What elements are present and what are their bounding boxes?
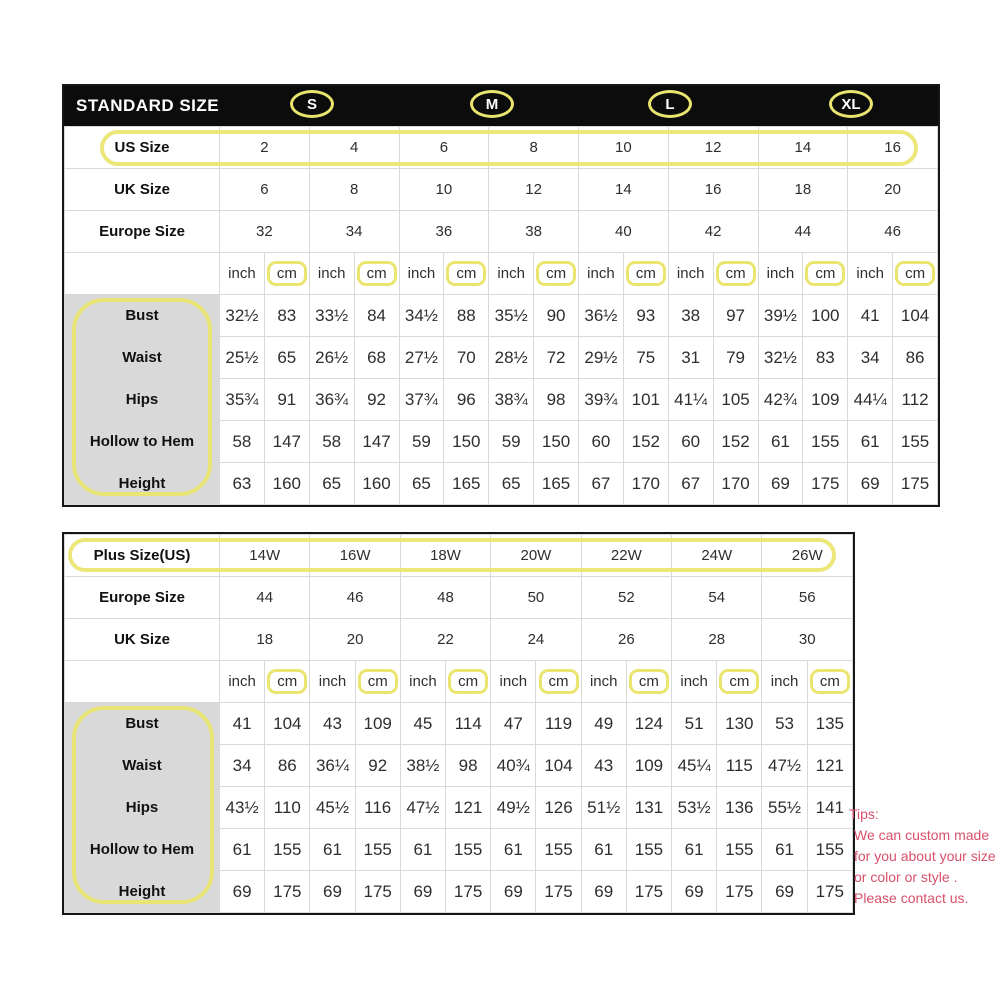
measurement-cell: 160 (264, 463, 309, 505)
size-badge-s-circle-annotation: S (290, 90, 334, 118)
measurement-cell: 126 (536, 787, 581, 829)
size-value-cell: 50 (491, 577, 581, 619)
cm-highlight-box-annotation: cm (716, 261, 756, 286)
cm-highlight-box-annotation: cm (895, 261, 935, 286)
measurement-cell: 49 (581, 703, 626, 745)
measurement-cell: 79 (713, 337, 758, 379)
measurement-cell: 43 (310, 703, 355, 745)
size-value-cell: 8 (489, 127, 579, 169)
measurement-cell: 96 (444, 379, 489, 421)
inch-unit-cell: inch (672, 661, 717, 703)
size-value-cell: 12 (668, 127, 758, 169)
measurement-cell: 42¾ (758, 379, 803, 421)
measurement-cell: 155 (626, 829, 671, 871)
cm-highlight-box-annotation: cm (448, 669, 488, 694)
inch-unit-cell: inch (848, 253, 893, 295)
inch-unit-cell: inch (399, 253, 444, 295)
measurement-row (65, 745, 853, 787)
size-value-cell: 10 (399, 169, 489, 211)
size-value-cell: 18 (220, 619, 310, 661)
header-row (65, 535, 853, 577)
measurement-cell: 75 (623, 337, 668, 379)
measurement-cell: 104 (893, 295, 938, 337)
cm-unit-cell (446, 661, 491, 703)
measurement-cell: 51 (672, 703, 717, 745)
measurement-cell: 38½ (400, 745, 445, 787)
inch-unit-cell: inch (309, 253, 354, 295)
size-value-cell: 6 (220, 169, 310, 211)
measurement-cell: 27½ (399, 337, 444, 379)
measurement-cell: 61 (310, 829, 355, 871)
measurement-cell: 61 (491, 829, 536, 871)
measurement-cell: 34 (848, 337, 893, 379)
measurement-cell: 84 (354, 295, 399, 337)
inch-unit-cell: inch (489, 253, 534, 295)
measurement-cell: 69 (848, 463, 893, 505)
tips-line: Please contact us. (854, 890, 969, 906)
row-label: UK Size (65, 169, 220, 211)
cm-unit-cell (265, 661, 310, 703)
size-value-cell: 36 (399, 211, 489, 253)
size-value-cell: 46 (848, 211, 938, 253)
measurement-cell: 28½ (489, 337, 534, 379)
measurement-cell: 175 (355, 871, 400, 913)
measurement-cell: 160 (354, 463, 399, 505)
measurement-cell: 98 (534, 379, 579, 421)
measurement-cell: 35½ (489, 295, 534, 337)
measurement-cell: 45¼ (672, 745, 717, 787)
measurement-cell: 68 (354, 337, 399, 379)
header-row (65, 619, 853, 661)
row-label: Plus Size(US) (65, 535, 220, 577)
cm-highlight-box-annotation: cm (358, 669, 398, 694)
size-value-cell: 20 (848, 169, 938, 211)
measurement-cell: 69 (581, 871, 626, 913)
size-value-cell: 22 (400, 619, 490, 661)
measurement-cell: 175 (265, 871, 310, 913)
measurement-cell: 100 (803, 295, 848, 337)
cm-unit-cell (623, 253, 668, 295)
cm-unit-cell (713, 253, 758, 295)
cm-highlight-box-annotation: cm (536, 261, 576, 286)
size-value-cell: 10 (579, 127, 669, 169)
measurement-cell: 32½ (220, 295, 265, 337)
measurement-cell: 98 (446, 745, 491, 787)
measurement-cell: 36½ (579, 295, 624, 337)
measurement-cell: 104 (265, 703, 310, 745)
size-badge-m-circle-annotation: M (470, 90, 514, 118)
measurement-cell: 70 (444, 337, 489, 379)
cm-highlight-box-annotation: cm (719, 669, 759, 694)
cm-unit-cell (444, 253, 489, 295)
size-value-cell: 44 (220, 577, 310, 619)
empty-label-cell (65, 661, 220, 703)
tips-note (849, 804, 999, 909)
size-value-cell: 6 (399, 127, 489, 169)
row-label: Waist (65, 745, 220, 787)
measurement-cell: 40¾ (491, 745, 536, 787)
cm-highlight-box-annotation: cm (810, 669, 850, 694)
measurement-row (65, 787, 853, 829)
measurement-cell: 119 (536, 703, 581, 745)
measurement-cell: 109 (355, 703, 400, 745)
cm-highlight-box-annotation: cm (357, 261, 397, 286)
measurement-cell: 90 (534, 295, 579, 337)
measurement-cell: 175 (446, 871, 491, 913)
measurement-cell: 61 (581, 829, 626, 871)
tips-title: Tips: (849, 806, 879, 822)
measurement-cell: 152 (713, 421, 758, 463)
measurement-cell: 155 (265, 829, 310, 871)
measurement-cell: 92 (355, 745, 400, 787)
size-value-cell: 14 (579, 169, 669, 211)
measurement-cell: 104 (536, 745, 581, 787)
cm-highlight-box-annotation: cm (629, 669, 669, 694)
measurement-cell: 165 (444, 463, 489, 505)
measurement-cell: 150 (534, 421, 579, 463)
unit-row (65, 661, 853, 703)
measurement-cell: 34 (220, 745, 265, 787)
measurement-cell: 65 (399, 463, 444, 505)
header-row (65, 211, 938, 253)
size-value-cell: 2 (220, 127, 310, 169)
measurement-cell: 135 (807, 703, 852, 745)
size-value-cell: 34 (309, 211, 399, 253)
unit-row (65, 253, 938, 295)
measurement-cell: 97 (713, 295, 758, 337)
measurement-cell: 155 (807, 829, 852, 871)
size-badge-xl-circle-annotation: XL (829, 90, 873, 118)
measurement-cell: 69 (220, 871, 265, 913)
cm-unit-cell (626, 661, 671, 703)
measurement-cell: 152 (623, 421, 668, 463)
size-badge-l-circle-annotation: L (648, 90, 692, 118)
size-value-cell: 12 (489, 169, 579, 211)
measurement-cell: 53 (762, 703, 807, 745)
standard-size-header-bar (64, 86, 938, 126)
measurement-cell: 61 (220, 829, 265, 871)
header-row (65, 169, 938, 211)
measurement-cell: 105 (713, 379, 758, 421)
size-value-cell: 16 (668, 169, 758, 211)
size-value-cell: 42 (668, 211, 758, 253)
measurement-cell: 43 (581, 745, 626, 787)
inch-unit-cell: inch (579, 253, 624, 295)
plus-size-grid (64, 534, 853, 913)
measurement-cell: 55½ (762, 787, 807, 829)
measurement-row (65, 829, 853, 871)
measurement-cell: 38¾ (489, 379, 534, 421)
size-value-cell: 52 (581, 577, 671, 619)
measurement-cell: 91 (264, 379, 309, 421)
measurement-cell: 33½ (309, 295, 354, 337)
size-value-cell: 28 (672, 619, 762, 661)
measurement-cell: 147 (354, 421, 399, 463)
measurement-cell: 175 (717, 871, 762, 913)
measurement-cell: 69 (491, 871, 536, 913)
measurement-cell: 49½ (491, 787, 536, 829)
cm-unit-cell (717, 661, 762, 703)
measurement-cell: 155 (446, 829, 491, 871)
measurement-cell: 69 (758, 463, 803, 505)
row-label: Hips (65, 379, 220, 421)
standard-size-title: STANDARD SIZE (76, 96, 220, 115)
measurement-cell: 170 (623, 463, 668, 505)
measurement-cell: 170 (713, 463, 758, 505)
measurement-cell: 69 (310, 871, 355, 913)
inch-unit-cell: inch (762, 661, 807, 703)
measurement-cell: 47 (491, 703, 536, 745)
measurement-cell: 110 (265, 787, 310, 829)
inch-unit-cell: inch (400, 661, 445, 703)
measurement-cell: 101 (623, 379, 668, 421)
row-label: Bust (65, 295, 220, 337)
row-label: Bust (65, 703, 220, 745)
tips-line: We can custom made (854, 827, 990, 843)
measurement-cell: 38 (668, 295, 713, 337)
row-label: Hollow to Hem (65, 421, 220, 463)
measurement-cell: 36¾ (309, 379, 354, 421)
cm-unit-cell (807, 661, 852, 703)
size-value-cell: 20 (310, 619, 400, 661)
measurement-cell: 41¼ (668, 379, 713, 421)
size-value-cell: 18W (400, 535, 490, 577)
measurement-cell: 65 (489, 463, 534, 505)
measurement-cell: 175 (803, 463, 848, 505)
measurement-cell: 67 (668, 463, 713, 505)
size-value-cell: 22W (581, 535, 671, 577)
measurement-cell: 88 (444, 295, 489, 337)
measurement-cell: 69 (762, 871, 807, 913)
measurement-cell: 25½ (220, 337, 265, 379)
measurement-cell: 130 (717, 703, 762, 745)
measurement-cell: 165 (534, 463, 579, 505)
cm-highlight-box-annotation: cm (267, 261, 307, 286)
measurement-cell: 69 (400, 871, 445, 913)
size-value-cell: 56 (762, 577, 853, 619)
measurement-cell: 121 (446, 787, 491, 829)
measurement-cell: 47½ (400, 787, 445, 829)
header-row (65, 127, 938, 169)
size-value-cell: 16W (310, 535, 400, 577)
inch-unit-cell: inch (668, 253, 713, 295)
measurement-cell: 83 (264, 295, 309, 337)
size-value-cell: 46 (310, 577, 400, 619)
measurement-cell: 61 (762, 829, 807, 871)
tips-line: for you about your size (854, 848, 996, 864)
size-value-cell: 24W (672, 535, 762, 577)
cm-highlight-box-annotation: cm (626, 261, 666, 286)
measurement-cell: 86 (265, 745, 310, 787)
size-value-cell: 30 (762, 619, 853, 661)
measurement-cell: 41 (848, 295, 893, 337)
row-label: Europe Size (65, 211, 220, 253)
cm-highlight-box-annotation: cm (446, 261, 486, 286)
measurement-cell: 53½ (672, 787, 717, 829)
cm-highlight-box-annotation: cm (805, 261, 845, 286)
row-label: UK Size (65, 619, 220, 661)
measurement-cell: 31 (668, 337, 713, 379)
size-value-cell: 26 (581, 619, 671, 661)
measurement-cell: 175 (536, 871, 581, 913)
measurement-row (65, 463, 938, 505)
size-value-cell: 16 (848, 127, 938, 169)
measurement-cell: 26½ (309, 337, 354, 379)
size-value-cell: 40 (579, 211, 669, 253)
inch-unit-cell: inch (220, 253, 265, 295)
size-value-cell: 24 (491, 619, 581, 661)
header-row (65, 577, 853, 619)
measurement-cell: 61 (758, 421, 803, 463)
measurement-cell: 65 (264, 337, 309, 379)
measurement-cell: 116 (355, 787, 400, 829)
measurement-cell: 58 (220, 421, 265, 463)
measurement-cell: 35¾ (220, 379, 265, 421)
measurement-cell: 114 (446, 703, 491, 745)
measurement-cell: 136 (717, 787, 762, 829)
measurement-cell: 63 (220, 463, 265, 505)
measurement-cell: 34½ (399, 295, 444, 337)
measurement-cell: 61 (672, 829, 717, 871)
measurement-row (65, 871, 853, 913)
measurement-cell: 47½ (762, 745, 807, 787)
inch-unit-cell: inch (310, 661, 355, 703)
measurement-cell: 67 (579, 463, 624, 505)
measurement-cell: 115 (717, 745, 762, 787)
measurement-cell: 44¼ (848, 379, 893, 421)
measurement-cell: 121 (807, 745, 852, 787)
measurement-cell: 43½ (220, 787, 265, 829)
cm-highlight-box-annotation: cm (539, 669, 579, 694)
measurement-cell: 60 (668, 421, 713, 463)
measurement-cell: 92 (354, 379, 399, 421)
cm-unit-cell (355, 661, 400, 703)
measurement-cell: 109 (626, 745, 671, 787)
standard-size-table (62, 84, 940, 507)
measurement-cell: 59 (399, 421, 444, 463)
row-label: Height (65, 871, 220, 913)
measurement-cell: 39¾ (579, 379, 624, 421)
measurement-cell: 112 (893, 379, 938, 421)
measurement-cell: 60 (579, 421, 624, 463)
size-value-cell: 14 (758, 127, 848, 169)
measurement-cell: 83 (803, 337, 848, 379)
row-label: Europe Size (65, 577, 220, 619)
measurement-cell: 37¾ (399, 379, 444, 421)
measurement-cell: 51½ (581, 787, 626, 829)
measurement-cell: 147 (264, 421, 309, 463)
measurement-cell: 32½ (758, 337, 803, 379)
size-value-cell: 20W (491, 535, 581, 577)
cm-unit-cell (803, 253, 848, 295)
measurement-cell: 109 (803, 379, 848, 421)
inch-unit-cell: inch (758, 253, 803, 295)
measurement-cell: 155 (717, 829, 762, 871)
measurement-row (65, 295, 938, 337)
measurement-cell: 41 (220, 703, 265, 745)
row-label: Height (65, 463, 220, 505)
measurement-cell: 58 (309, 421, 354, 463)
measurement-cell: 45½ (310, 787, 355, 829)
size-value-cell: 8 (309, 169, 399, 211)
measurement-cell: 29½ (579, 337, 624, 379)
measurement-cell: 155 (355, 829, 400, 871)
cm-unit-cell (893, 253, 938, 295)
measurement-row (65, 337, 938, 379)
size-value-cell: 48 (400, 577, 490, 619)
measurement-cell: 93 (623, 295, 668, 337)
cm-unit-cell (536, 661, 581, 703)
measurement-cell: 86 (893, 337, 938, 379)
size-value-cell: 14W (220, 535, 310, 577)
measurement-cell: 72 (534, 337, 579, 379)
size-value-cell: 32 (220, 211, 310, 253)
cm-highlight-box-annotation: cm (267, 669, 307, 694)
measurement-cell: 59 (489, 421, 534, 463)
measurement-cell: 150 (444, 421, 489, 463)
row-label: Hips (65, 787, 220, 829)
measurement-cell: 36¼ (310, 745, 355, 787)
standard-size-grid (64, 126, 938, 505)
empty-label-cell (65, 253, 220, 295)
row-label: Waist (65, 337, 220, 379)
measurement-cell: 141 (807, 787, 852, 829)
measurement-cell: 124 (626, 703, 671, 745)
cm-unit-cell (354, 253, 399, 295)
inch-unit-cell: inch (581, 661, 626, 703)
inch-unit-cell: inch (220, 661, 265, 703)
size-value-cell: 4 (309, 127, 399, 169)
row-label: Hollow to Hem (65, 829, 220, 871)
measurement-cell: 39½ (758, 295, 803, 337)
inch-unit-cell: inch (491, 661, 536, 703)
cm-unit-cell (264, 253, 309, 295)
plus-size-table (62, 532, 855, 915)
measurement-cell: 45 (400, 703, 445, 745)
measurement-cell: 175 (626, 871, 671, 913)
size-value-cell: 44 (758, 211, 848, 253)
measurement-row (65, 421, 938, 463)
tips-line: or color or style . (854, 869, 958, 885)
size-value-cell: 18 (758, 169, 848, 211)
measurement-row (65, 703, 853, 745)
measurement-cell: 155 (803, 421, 848, 463)
measurement-cell: 175 (893, 463, 938, 505)
measurement-cell: 155 (893, 421, 938, 463)
measurement-cell: 65 (309, 463, 354, 505)
measurement-cell: 69 (672, 871, 717, 913)
cm-unit-cell (534, 253, 579, 295)
size-value-cell: 54 (672, 577, 762, 619)
measurement-cell: 131 (626, 787, 671, 829)
measurement-cell: 61 (400, 829, 445, 871)
size-value-cell: 38 (489, 211, 579, 253)
measurement-cell: 155 (536, 829, 581, 871)
measurement-row (65, 379, 938, 421)
measurement-cell: 175 (807, 871, 852, 913)
size-value-cell: 26W (762, 535, 853, 577)
measurement-cell: 61 (848, 421, 893, 463)
row-label: US Size (65, 127, 220, 169)
